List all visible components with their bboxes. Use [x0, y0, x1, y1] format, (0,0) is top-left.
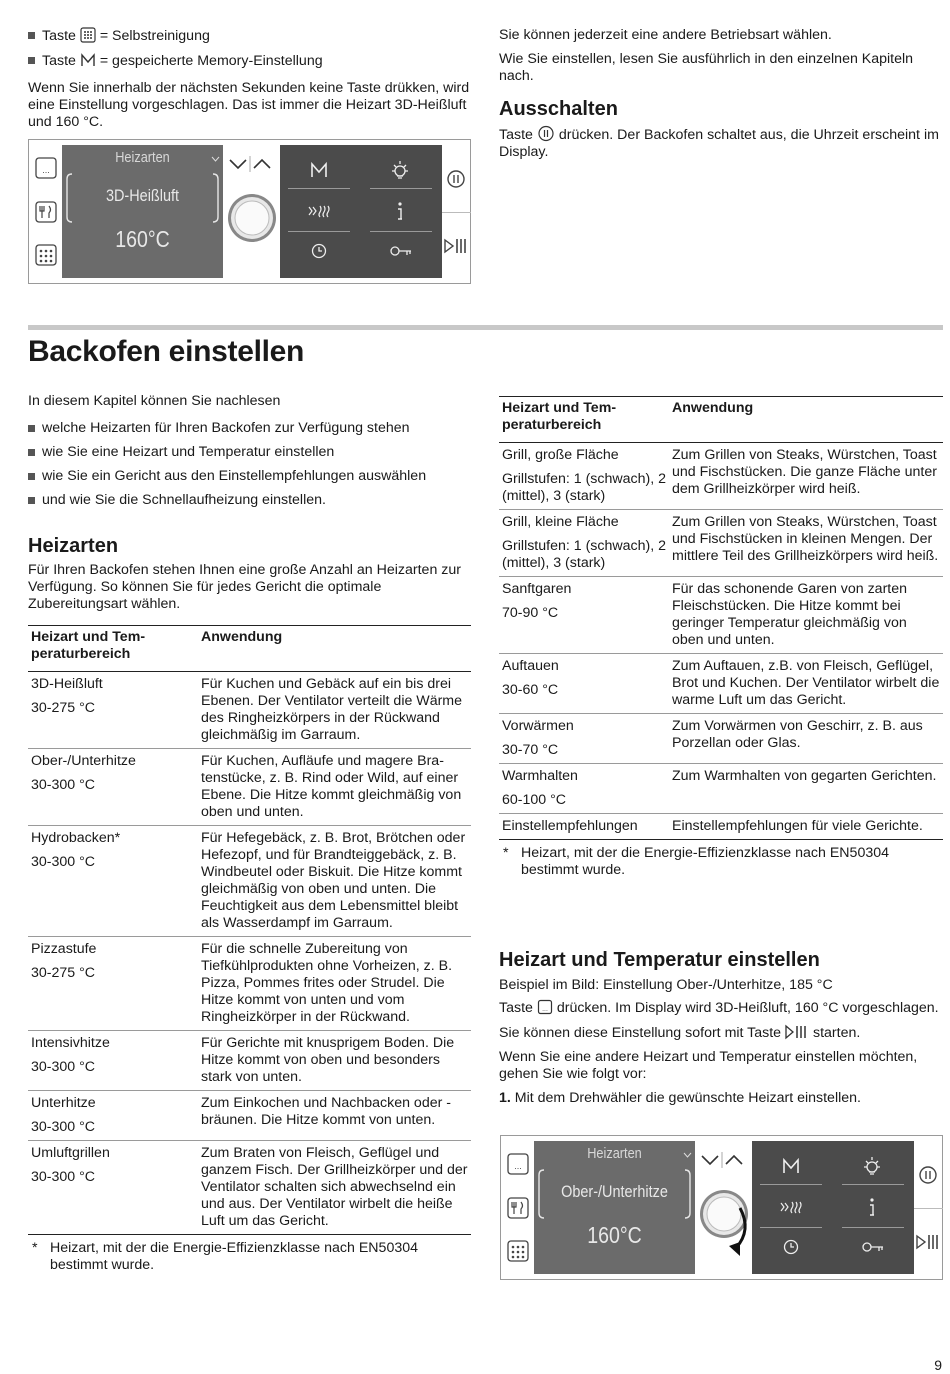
usage-cell: Zum Braten von Fleisch, Geflügel und ganzem Fisch. Der Grillheizkörper und der Ventilator schalten sich abwechselnd ein und aus. Der Ventilator wirbelt die heiße Luft um das Gericht. — [198, 1141, 471, 1235]
top-right-block — [499, 27, 943, 161]
menu-button-icon[interactable] — [506, 1152, 530, 1176]
function-keys — [752, 1141, 914, 1274]
heating-mode-name: Grill, kleine Fläche — [502, 514, 619, 530]
usage-cell: Für die schnelle Zubereitung von Tiefkühlprodukten ohne Vorheizen, z. B. Pizza, Pommes frites oder Strudel. Die Hitze kommt von unten und vom Ringheizkörper in der Rückwand. — [198, 937, 471, 1031]
heating-mode-name: Ober-/Unterhitze — [31, 753, 136, 769]
display-title: Heizarten — [587, 1145, 642, 1162]
table-header-row — [28, 626, 471, 672]
paragraph: Wenn Sie innerhalb der nächsten Sekunden keine Taste drükken, wird eine Einstellung vorgeschlagen. Das ist immer die Heizart 3D-Heißluft und 160 °C. — [28, 80, 470, 130]
usage-cell: Für Kuchen, Aufläufe und magere Bratenstücke, z. B. Rind oder Wild, auf einer Ebene. Die Hitze kommt gleichmäßig von oben und unten. — [198, 749, 471, 826]
table-row — [28, 826, 471, 937]
control-panel — [500, 1135, 943, 1280]
footnote: * Heizart, mit der die Energie-Effizienzklasse nach EN50304 bestimmt wurde. — [28, 1240, 471, 1274]
temperature-range: 30-70 °C — [502, 742, 559, 758]
temperature-range: 30-300 °C — [31, 1059, 96, 1075]
set-mode-section — [499, 948, 943, 1107]
table — [499, 396, 943, 840]
heating-mode-name: Auftauen — [502, 658, 559, 674]
heating-mode-name: Unterhitze — [31, 1095, 96, 1111]
table-row — [499, 654, 943, 714]
display-temperature: 160°C — [587, 1222, 642, 1248]
usage-cell: Zum Vorwärmen von Geschirr, z. B. aus Porzellan oder Glas. — [669, 714, 943, 764]
list-item: wie Sie ein Gericht aus den Einstellempfehlungen auswählen — [28, 468, 471, 485]
table-row — [28, 1141, 471, 1235]
table-row — [499, 577, 943, 654]
paragraph: Für Ihren Backofen stehen Ihnen eine große Anzahl an Heizarten zur Verfügung. So können Sie für jedes Gericht die optimale Zubereitungsart wählen. — [28, 562, 461, 612]
paragraph: Sie können diese Einstellung sofort mit Taste starten. — [499, 1025, 861, 1041]
heating-mode-name: Umluftgrillen — [31, 1145, 110, 1161]
heating-mode-cell — [499, 510, 669, 577]
paragraph: In diesem Kapitel können Sie nachlesen — [28, 393, 281, 409]
display-mode: Ober-/Unterhitze — [561, 1182, 668, 1201]
temperature-range: 30-60 °C — [502, 682, 559, 698]
display-temperature: 160°C — [115, 226, 170, 252]
paragraph: Taste ... drücken. Im Display wird 3D-Heißluft, 160 °C vorgeschlagen. — [499, 1000, 939, 1016]
usage-cell: Zum Grillen von Steaks, Würstchen, Toast und Fischstücken. Die ganze Fläche unter dem Grillheizkörper wird heiß. — [669, 443, 943, 510]
usage-cell: Für Hefegebäck, z. B. Brot, Brötchen oder Hefezopf, und für Brandteiggebäck, z. B. Windbeutel oder Biskuit. Die Hitze kommt gleichmäßig von oben und unten. Die Feuchtigkeit aus dem Lebensmittel bleibt als Wasserdampf im Garraum. — [198, 826, 471, 937]
svg-text:...: ... — [514, 1162, 522, 1171]
menu-icon — [537, 999, 553, 1015]
paragraph: Wenn Sie eine andere Heizart und Temperatur einstellen möchten, gehen Sie wie folgt vor: — [499, 1049, 918, 1082]
light-icon[interactable] — [861, 1155, 883, 1177]
column-header: Anwendung — [669, 397, 943, 443]
function-keys — [280, 145, 442, 278]
table-row — [499, 814, 943, 840]
temperature-range: Grillstufen: 1 (schwach), 2 (mittel), 3 (stark) — [502, 538, 667, 571]
svg-text:...: ... — [42, 166, 50, 175]
heating-mode-name: Pizzastufe — [31, 941, 97, 957]
table-row — [28, 1091, 471, 1141]
heating-mode-name: Hydrobacken* — [31, 830, 121, 846]
heating-mode-cell — [28, 672, 198, 749]
list-item: und wie Sie die Schnellaufheizung einstellen. — [28, 492, 471, 509]
column-header: Anwendung — [198, 626, 471, 672]
oven-display — [62, 145, 223, 278]
child-lock-icon[interactable] — [862, 1241, 884, 1253]
temperature-range: Grillstufen: 1 (schwach), 2 (mittel), 3 (stark) — [502, 471, 667, 504]
info-icon[interactable] — [395, 201, 405, 221]
display-mode: 3D-Heißluft — [105, 186, 180, 205]
list-item: Taste = gespeicherte Memory-Einstellung — [28, 52, 471, 70]
temperature-range: 30-275 °C — [31, 700, 96, 716]
paragraph: Beispiel im Bild: Einstellung Ober-/Unterhitze, 185 °C — [499, 977, 833, 993]
temperature-range: 60-100 °C — [502, 792, 567, 808]
table-row — [28, 1031, 471, 1091]
heading-heizarten: Heizarten — [28, 535, 119, 557]
table-row — [499, 510, 943, 577]
heating-mode-cell — [499, 577, 669, 654]
usage-cell: Für Kuchen und Gebäck auf ein bis drei Ebenen. Der Ventilator verteilt die Wärme des Ringheizkörpers in der Rückwand gleichmäßig im Garraum. — [198, 672, 471, 749]
start-stop-icon — [785, 1024, 809, 1040]
heating-mode-cell — [499, 764, 669, 814]
start-stop-button-icon[interactable] — [443, 234, 467, 258]
usage-cell: Einstellempfehlungen für viele Gerichte. — [669, 814, 943, 840]
menu-button-icon[interactable] — [34, 156, 58, 180]
table-row — [28, 937, 471, 1031]
usage-cell: Zum Einkochen und Nachbacken oder -bräunen. Die Hitze kommt von unten. — [198, 1091, 471, 1141]
usage-cell: Zum Grillen von Steaks, Würstchen, Toast und Fischstücken in kleinen Mengen. Der mittlere Teil des Grillheizkörpers wird heiß. — [669, 510, 943, 577]
arrow-buttons-icon[interactable] — [227, 154, 275, 174]
light-icon[interactable] — [389, 159, 411, 181]
heating-mode-name: Warmhalten — [502, 768, 578, 784]
self-cleaning-button-icon[interactable] — [506, 1239, 530, 1263]
heating-mode-name: Grill, große Fläche — [502, 447, 619, 463]
display-title: Heizarten — [115, 149, 170, 166]
paragraph: Sie können jederzeit eine andere Betriebsart wählen. — [499, 27, 832, 43]
table-row — [499, 443, 943, 510]
power-button-icon[interactable] — [916, 1163, 940, 1187]
heating-mode-cell — [499, 714, 669, 764]
temperature-range: 30-300 °C — [31, 854, 96, 870]
heating-mode-cell — [499, 443, 669, 510]
memory-icon — [80, 52, 96, 68]
list-item: Taste = Selbstreinigung — [28, 27, 471, 45]
self-cleaning-button-icon[interactable] — [34, 243, 58, 267]
table-row — [28, 672, 471, 749]
chevron-down-icon — [211, 156, 220, 162]
page-title: Backofen einstellen — [28, 335, 305, 368]
rotary-knob-icon[interactable] — [696, 1186, 754, 1266]
step-item: 1. Mit dem Drehwähler die gewünschte Heizart einstellen. — [499, 1090, 861, 1106]
footnote: * Heizart, mit der die Energie-Effizienzklasse nach EN50304 bestimmt wurde. — [499, 845, 943, 879]
heating-mode-name: Einstellempfehlungen — [502, 818, 638, 834]
start-stop-button-icon[interactable] — [915, 1230, 939, 1254]
usage-cell: Für Gerichte mit knusprigem Boden. Die Hitze kommt von oben und besonders stark von unten. — [198, 1031, 471, 1091]
heating-modes-table-left — [28, 625, 471, 1274]
heating-mode-name: Intensivhitze — [31, 1035, 110, 1051]
section-divider — [28, 325, 943, 330]
paragraph: Wie Sie einstellen, lesen Sie ausführlich in den einzelnen Kapiteln nach. — [499, 51, 914, 84]
control-panel — [28, 139, 471, 284]
temperature-range: 30-300 °C — [31, 1169, 96, 1185]
table-header-row — [499, 397, 943, 443]
column-header: Heizart und Temperaturbereich — [28, 626, 198, 672]
heating-mode-name: Sanftgaren — [502, 581, 572, 597]
recipe-button-icon[interactable] — [34, 200, 58, 224]
power-icon — [537, 125, 555, 142]
temperature-range: 70-90 °C — [502, 605, 559, 621]
usage-cell: Für das schonende Garen von zarten Fleischstücken. Die Hitze kommt bei geringer Temperatur gleichmäßig von oben und unten. — [669, 577, 943, 654]
memory-icon[interactable] — [782, 1158, 800, 1174]
chevron-down-icon — [683, 1152, 692, 1158]
heating-modes-table-right — [499, 396, 943, 879]
self-cleaning-icon — [80, 27, 96, 43]
recipe-button-icon[interactable] — [506, 1196, 530, 1220]
temperature-range: 30-300 °C — [31, 777, 96, 793]
oven-display — [534, 1141, 695, 1274]
paragraph: Taste drücken. Der Backofen schaltet aus, die Uhrzeit erscheint im Display. — [499, 127, 939, 160]
heating-mode-cell — [499, 654, 669, 714]
heating-mode-cell — [28, 1031, 198, 1091]
heating-mode-cell — [28, 937, 198, 1031]
svg-text:...: ... — [542, 1006, 548, 1013]
usage-cell: Zum Auftauen, z.B. von Fleisch, Geflügel, Brot und Kuchen. Der Ventilator wirbelt die warme Luft um das Gericht. — [669, 654, 943, 714]
column-header: Heizart und Temperaturbereich — [499, 397, 669, 443]
power-button-icon[interactable] — [444, 167, 468, 191]
page-number: 9 — [934, 1357, 942, 1373]
clock-icon[interactable] — [311, 243, 327, 259]
child-lock-icon[interactable] — [390, 245, 412, 257]
table-row — [499, 714, 943, 764]
clock-icon[interactable] — [783, 1239, 799, 1255]
heating-mode-name: 3D-Heißluft — [31, 676, 103, 692]
heating-mode-cell — [28, 826, 198, 937]
table-row — [499, 764, 943, 814]
top-left-block — [28, 27, 471, 131]
info-icon[interactable] — [867, 1197, 877, 1217]
temperature-range: 30-300 °C — [31, 1119, 96, 1135]
heating-mode-cell — [28, 749, 198, 826]
table-row — [28, 749, 471, 826]
heading-set-temperature: Heizart und Temperatur einstellen — [499, 949, 820, 971]
memory-icon[interactable] — [310, 162, 328, 178]
rapid-heat-icon[interactable] — [308, 204, 332, 218]
usage-cell: Zum Warmhalten von gegarten Gerichten. — [669, 764, 943, 814]
heating-mode-cell — [28, 1141, 198, 1235]
heating-mode-name: Vorwärmen — [502, 718, 574, 734]
heating-mode-cell — [28, 1091, 198, 1141]
heating-mode-cell — [499, 814, 669, 840]
arrow-buttons-icon[interactable] — [699, 1150, 747, 1170]
temperature-range: 30-275 °C — [31, 965, 96, 981]
heading-ausschalten: Ausschalten — [499, 98, 618, 120]
table — [28, 625, 471, 1235]
list-item: welche Heizarten für Ihren Backofen zur Verfügung stehen — [28, 420, 471, 437]
section-intro — [28, 393, 471, 613]
rotary-knob-icon[interactable] — [226, 192, 278, 244]
list-item: wie Sie eine Heizart und Temperatur einstellen — [28, 444, 471, 461]
rapid-heat-icon[interactable] — [780, 1200, 804, 1214]
